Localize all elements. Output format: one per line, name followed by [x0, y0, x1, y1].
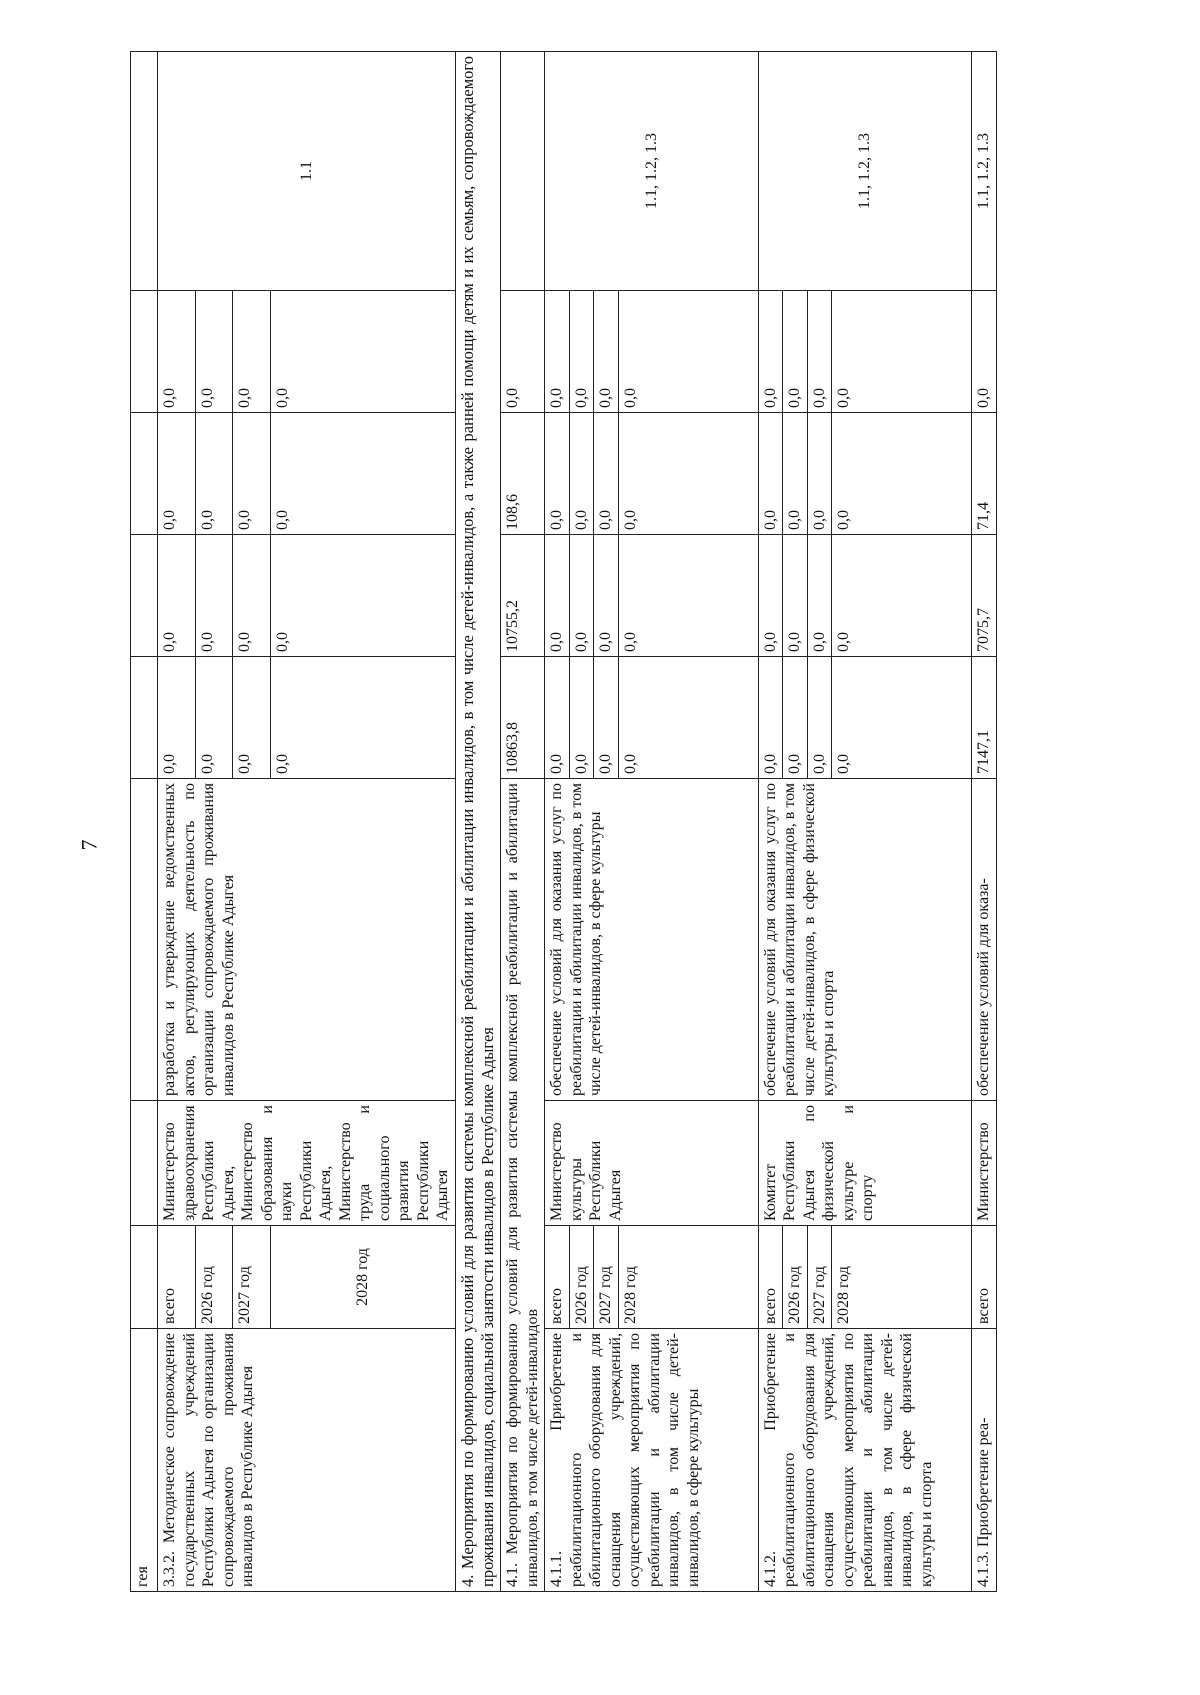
item-result: обеспечение условий для оказа- — [972, 779, 997, 1101]
value-cell: 0,0 — [758, 535, 783, 657]
value-cell: 0,0 — [758, 291, 783, 413]
value-cell: 108,6 — [500, 413, 544, 535]
table-row — [545, 52, 570, 1592]
value-cell: 0,0 — [195, 657, 233, 779]
value-cell: 0,0 — [270, 413, 455, 535]
item-result: разработка и утверждение ведомственных актов, регулирующих деятельность по организации сопровождаемого проживания инвалидов в Республике Адыгея — [158, 779, 456, 1101]
table-row — [158, 52, 196, 1592]
value-cell: 0,0 — [783, 657, 808, 779]
value-cell: 0,0 — [618, 413, 758, 535]
value-cell: 0,0 — [783, 413, 808, 535]
year-label: 2027 год — [233, 1226, 271, 1329]
value-cell: 0,0 — [758, 657, 783, 779]
section-4-title: 4. Мероприятия по формированию условий для развития системы комплексной реабилитации и абилитации инвалидов, в том числе детей-инвалидов, а также ранней помощи детям и их семьям, сопровождаемого проживания инвалидов, социальной занятости инвалидов в Республике Адыгея — [455, 52, 500, 1592]
item-executor: Министерство культуры Республики Адыгея — [545, 1101, 759, 1226]
value-cell: 0,0 — [807, 657, 832, 779]
value-cell: 0,0 — [618, 291, 758, 413]
value-cell: 71,4 — [972, 413, 997, 535]
value-cell: 0,0 — [545, 535, 570, 657]
value-cell: 0,0 — [569, 413, 594, 535]
subsection-row — [500, 52, 544, 1592]
value-cell: 0,0 — [270, 657, 455, 779]
year-label: 2028 год — [618, 1226, 758, 1329]
item-executor: Министерство — [972, 1101, 997, 1226]
value-cell: 7147,1 — [972, 657, 997, 779]
item-indicators: 1.1, 1.2, 1.3 — [758, 52, 972, 291]
section-heading-row — [455, 52, 500, 1592]
value-cell: 0,0 — [758, 413, 783, 535]
item-result: обеспечение условий для оказания услуг по реабилитации и абилитации инвалидов, в том числе детей-инвалидов, в сфере физической культуры и спорта — [758, 779, 972, 1101]
value-cell: 0,0 — [618, 535, 758, 657]
item-indicators: 1.1, 1.2, 1.3 — [972, 52, 997, 291]
item-name: 4.1.1. Приобретение реабилитационного и абилитационного оборудования для оснащения учреждений, осуществляющих мероприятия по реабилитации и абилитации инвалидов, в том числе детей-инвалидов, в сфере культуры — [545, 1329, 759, 1592]
continuation-text: гея — [131, 1329, 158, 1592]
value-cell: 0,0 — [233, 413, 271, 535]
value-cell: 0,0 — [545, 291, 570, 413]
year-label: всего — [545, 1226, 570, 1329]
value-cell: 10863,8 — [500, 657, 544, 779]
table-row — [758, 52, 783, 1592]
value-cell: 10755,2 — [500, 535, 544, 657]
value-cell: 0,0 — [594, 535, 619, 657]
program-table — [130, 51, 997, 1592]
value-cell: 7075,7 — [972, 535, 997, 657]
value-cell: 0,0 — [807, 413, 832, 535]
value-cell: 0,0 — [618, 657, 758, 779]
item-indicators: 1.1 — [158, 52, 456, 291]
value-cell: 0,0 — [158, 291, 196, 413]
item-name: 4.1.2. Приобретение реабилитационного и абилитационного оборудования для оснащения учреждений, осуществляющих мероприятия по реабилитации и абилитации инвалидов, в том числе детей-инвалидов, в сфере физической культуры и спорта — [758, 1329, 972, 1592]
year-label: 2026 год — [195, 1226, 233, 1329]
value-cell: 0,0 — [569, 657, 594, 779]
page-number: 7 — [76, 839, 102, 851]
year-label: 2028 год — [832, 1226, 972, 1329]
year-label: всего — [972, 1226, 997, 1329]
year-label: всего — [758, 1226, 783, 1329]
value-cell: 0,0 — [158, 535, 196, 657]
value-cell: 0,0 — [832, 657, 972, 779]
value-cell: 0,0 — [195, 535, 233, 657]
value-cell: 0,0 — [545, 657, 570, 779]
continuation-row — [131, 52, 158, 1592]
year-label: 2027 год — [807, 1226, 832, 1329]
year-label: всего — [158, 1226, 196, 1329]
value-cell: 0,0 — [832, 291, 972, 413]
value-cell: 0,0 — [233, 291, 271, 413]
value-cell: 0,0 — [972, 291, 997, 413]
value-cell: 0,0 — [832, 413, 972, 535]
item-indicators: 1.1, 1.2, 1.3 — [545, 52, 759, 291]
item-name: 3.3.2. Методическое сопровождение государственных учреждений Республики Адыгея по организации сопровождаемого проживания инвалидов в Республике Адыгея — [158, 1329, 456, 1592]
value-cell: 0,0 — [158, 657, 196, 779]
value-cell: 0,0 — [783, 535, 808, 657]
value-cell: 0,0 — [270, 291, 455, 413]
item-result: обеспечение условий для оказания услуг по реабилитации и абилитации инвалидов, в том числе детей-инвалидов, в сфере культуры — [545, 779, 759, 1101]
value-cell: 0,0 — [569, 535, 594, 657]
value-cell: 0,0 — [233, 657, 271, 779]
value-cell: 0,0 — [594, 291, 619, 413]
item-executor: Министерство здравоохранения Республики Адыгея, Министерство образования и науки Республики Адыгея, Министерство труда и социального развития Республики Адыгея — [158, 1101, 456, 1226]
year-label: 2027 год — [594, 1226, 619, 1329]
value-cell: 0,0 — [545, 413, 570, 535]
value-cell: 0,0 — [569, 291, 594, 413]
value-cell: 0,0 — [233, 535, 271, 657]
value-cell: 0,0 — [807, 291, 832, 413]
year-label: 2028 год — [270, 1226, 455, 1329]
value-cell: 0,0 — [195, 413, 233, 535]
value-cell: 0,0 — [783, 291, 808, 413]
section-41-title: 4.1. Мероприятия по формированию условий для развития системы комплексной реабилитации и абилитации инвалидов, в том числе детей-инвалидов — [500, 779, 544, 1592]
year-label: 2026 год — [569, 1226, 594, 1329]
table-row — [972, 52, 997, 1592]
value-cell: 0,0 — [594, 657, 619, 779]
value-cell: 0,0 — [270, 535, 455, 657]
value-cell: 0,0 — [832, 535, 972, 657]
item-name: 4.1.3. Приобретение реа- — [972, 1329, 997, 1592]
rotated-table-wrapper — [130, 52, 1070, 1592]
item-executor: Комитет Республики Адыгея по физической культуре и спорту — [758, 1101, 972, 1226]
value-cell: 0,0 — [158, 413, 196, 535]
value-cell: 0,0 — [807, 535, 832, 657]
value-cell: 0,0 — [195, 291, 233, 413]
year-label: 2026 год — [783, 1226, 808, 1329]
value-cell: 0,0 — [594, 413, 619, 535]
value-cell: 0,0 — [500, 291, 544, 413]
